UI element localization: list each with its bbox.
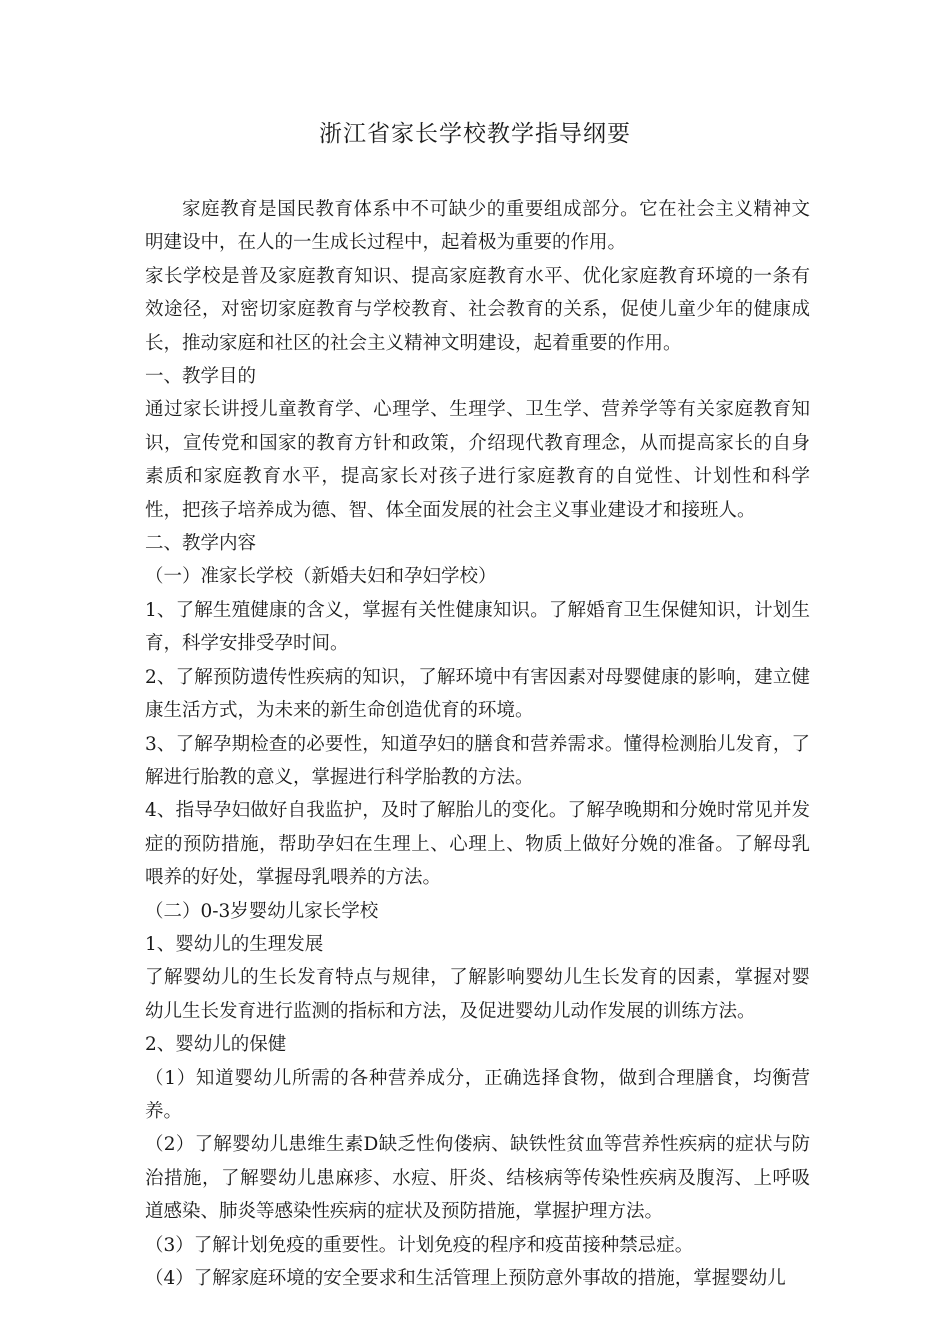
list-item: 2、了解预防遗传性疾病的知识，了解环境中有害因素对母婴健康的影响，建立健康生活方式，为未来的新生命创造优育的环境。 [145, 666, 810, 722]
list-item: 1、了解生殖健康的含义，掌握有关性健康知识。了解婚育卫生保健知识，计划生育，科学安排受孕时间。 [145, 599, 810, 655]
list-item: 3、了解孕期检查的必要性，知道孕妇的膳食和营养需求。懂得检测胎儿发育，了解进行胎教的意义，掌握进行科学胎教的方法。 [145, 733, 810, 788]
list-item: （2）了解婴幼儿患维生素D缺乏性佝偻病、缺铁性贫血等营养性疾病的症状与防治措施，了解婴幼儿患麻疹、水痘、肝炎、结核病等传染性疾病及腹泻、上呼吸道感染、肺炎等感染性疾病的症状及预防措施，掌握护理方法。 [145, 1134, 810, 1223]
section-heading: 二、教学内容 [145, 533, 257, 555]
list-item: （4）了解家庭环境的安全要求和生活管理上预防意外事故的措施，掌握婴幼儿 [145, 1268, 786, 1289]
list-item: 4、指导孕妇做好自我监护，及时了解胎儿的变化。了解孕晚期和分娩时常见并发症的预防措施，帮助孕妇在生理上、心理上、物质上做好分娩的准备。了解母乳喂养的好处，掌握母乳喂养的方法。 [145, 800, 810, 889]
section-heading: 一、教学目的 [145, 366, 257, 388]
paragraph: 家长学校是普及家庭教育知识、提高家庭教育水平、优化家庭教育环境的一条有效途径，对密切家庭教育与学校教育、社会教育的关系，促使儿童少年的健康成长，推动家庭和社区的社会主义精神文明建设，起着重要的作用。 [145, 265, 810, 354]
document-body [145, 193, 810, 1295]
paragraph: 通过家长讲授儿童教育学、心理学、生理学、卫生学、营养学等有关家庭教育知识，宣传党和国家的教育方针和政策，介绍现代教育理念，从而提高家长的自身素质和家庭教育水平，提高家长对孩子进行家庭教育的自觉性、计划性和科学性，把孩子培养成为德、智、体全面发展的社会主义事业建设才和接班人。 [145, 399, 810, 521]
item-heading: 2、婴幼儿的保健 [145, 1034, 287, 1056]
list-item: （1）知道婴幼儿所需的各种营养成分，正确选择食物，做到合理膳食，均衡营养。 [145, 1067, 810, 1122]
subsection-heading: （二）0-3岁婴幼儿家长学校 [145, 900, 379, 922]
paragraph-intro: 家庭教育是国民教育体系中不可缺少的重要组成部分。它在社会主义精神文明建设中，在人的一生成长过程中，起着极为重要的作用。 [145, 199, 810, 254]
paragraph: 了解婴幼儿的生长发育特点与规律，了解影响婴幼儿生长发育的因素，掌握对婴幼儿生长发育进行监测的指标和方法，及促进婴幼儿动作发展的训练方法。 [145, 967, 810, 1022]
item-heading: 1、婴幼儿的生理发展 [145, 933, 324, 955]
list-item: （3）了解计划免疫的重要性。计划免疫的程序和疫苗接种禁忌症。 [145, 1234, 694, 1256]
subsection-heading: （一）准家长学校（新婚夫妇和孕妇学校） [145, 566, 497, 588]
document-title: 浙江省家长学校教学指导纲要 [319, 121, 631, 147]
